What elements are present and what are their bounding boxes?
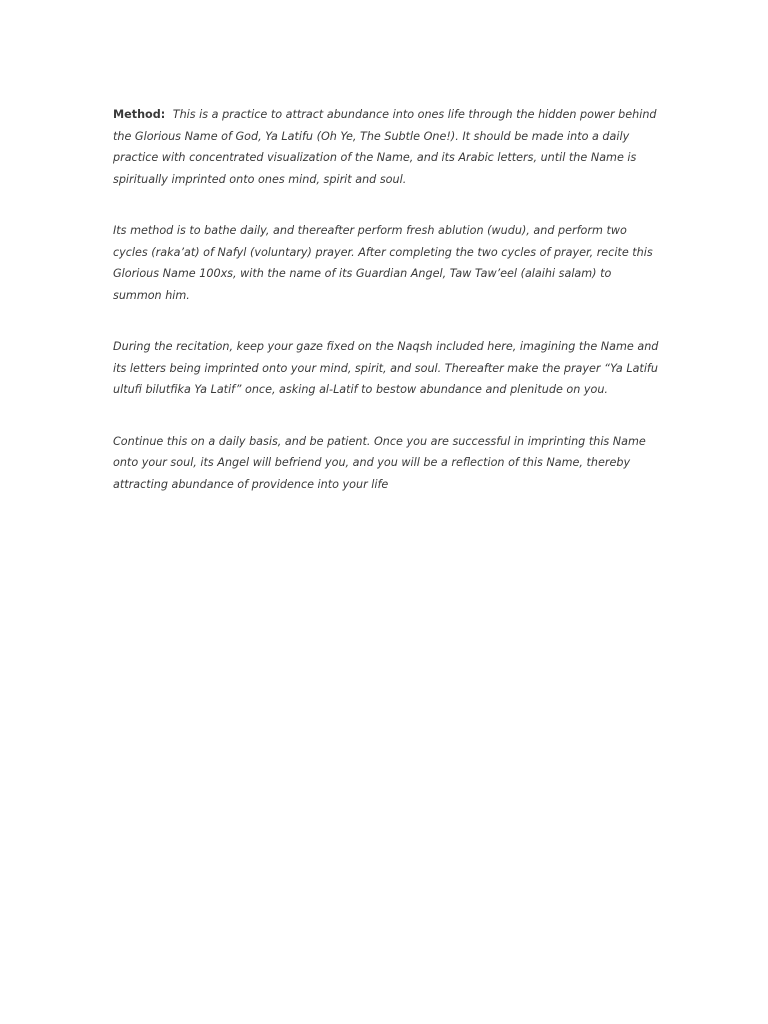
method-text: This is a practice to attract abundance into ones life through the hidden power behind the Glorious Name of God, Ya Latifu (Oh Ye, The Subtle One!). It should be made into a daily practice with concentrated visualization of the Name, and its Arabic letters, until the Name is spiritually imprinted onto ones mind, spirit and soul. — [113, 108, 657, 186]
document-body — [113, 104, 663, 495]
method-paragraph — [113, 104, 663, 190]
ablution-paragraph: Its method is to bathe daily, and thereafter perform fresh ablution (wudu), and perform two cycles (raka’at) of Nafyl (voluntary) prayer. After completing the two cycles of prayer, recite this Glorious Name 100xs, with the name of its Guardian Angel, Taw Taw’eel (alaihi salam) to summon him. — [113, 224, 653, 302]
continuation-paragraph: Continue this on a daily basis, and be patient. Once you are successful in imprinting this Name onto your soul, its Angel will befriend you, and you will be a reflection of this Name, thereby attracting abundance of providence into your life — [113, 434, 646, 491]
recitation-paragraph: During the recitation, keep your gaze fixed on the Naqsh included here, imagining the Name and its letters being imprinted onto your mind, spirit, and soul. Thereafter make the prayer “Ya Latifu ultufi bilutfika Ya Latif” once, asking al-Latif to bestow abundance and plenitude on you. — [113, 340, 659, 396]
method-label: Method: — [113, 108, 166, 121]
